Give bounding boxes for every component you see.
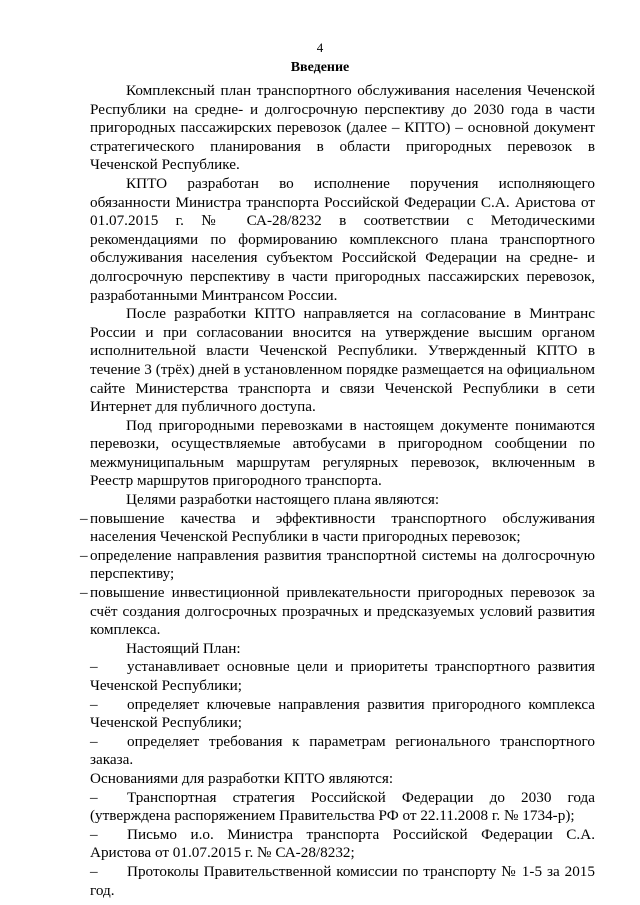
list-item-basis: [90, 826, 595, 863]
paragraph-plan-intro: Настоящий План:: [126, 639, 241, 657]
dash-marker: –: [90, 788, 98, 806]
list-item-text: определяет ключевые направления развития пригородного комплекса Чеченской Республики;: [90, 695, 595, 732]
list-item-basis: [90, 789, 595, 826]
list-item-text: повышение качества и эффективности транспортного обслуживания населения Чеченской Республики в части пригородных перевозок;: [90, 509, 595, 546]
list-item-plan: [90, 696, 595, 733]
dash-marker: –: [90, 825, 98, 843]
list-item-goal: [80, 546, 595, 584]
list-item-text: определение направления развития транспортной системы на долгосрочную перспективу;: [90, 546, 595, 583]
list-item-text: Письмо и.о. Министра транспорта Российской Федерации С.А. Аристова от 01.07.2015 г. № СА-28/8232;: [90, 825, 595, 862]
list-item-text: повышение инвестиционной привлекательности пригородных перевозок за счёт создания долгосрочных прозрачных и предсказуемых условий развития комплекса.: [90, 584, 595, 639]
list-item-text: Протоколы Правительственной комиссии по транспорту № 1-5 за 2015 год.: [90, 862, 595, 899]
dash-marker: –: [80, 546, 88, 564]
paragraph-intro: Комплексный план транспортного обслуживания населения Чеченской Республики на средне- и долгосрочную перспективу до 2030 года в части пригородных пассажирских перевозок (далее – КПТО) – основной документ стратегического планирования в области пригородных перевозок в Чеченской Республике.: [90, 82, 595, 174]
list-item-goal: [80, 509, 595, 547]
dash-marker: –: [90, 862, 98, 880]
list-item-plan: [90, 733, 595, 770]
dash-marker: –: [90, 732, 98, 750]
section-title: Введение: [290, 60, 350, 75]
list-item-text: определяет требования к параметрам регионального транспортного заказа.: [90, 732, 595, 769]
paragraph-approval: После разработки КПТО направляется на согласование в Минтранс России и при согласовании вносится на утверждение высшим органом исполнительной власти Чеченской Республики. Утвержденный КПТО в течение 3 (трёх) дней в установленном порядке размещается на официальном сайте Министерства транспорта и связи Чеченской Республики в сети Интернет для публичного доступа.: [90, 305, 595, 416]
paragraph-goals-intro: Целями разработки настоящего плана являются:: [126, 491, 440, 509]
list-item-goal: [80, 584, 595, 640]
list-item-text: устанавливает основные цели и приоритеты транспортного развития Чеченской Республики;: [90, 658, 595, 694]
paragraph-definition: Под пригородными перевозками в настоящем документе понимаются перевозки, осуществляемые автобусами в пригородном сообщении по межмуниципальным маршрутам регулярных перевозок, включенным в Реестр маршрутов пригородного транспорта.: [90, 416, 595, 490]
document-body: [80, 82, 595, 900]
paragraph-basis-order: КПТО разработан во исполнение поручения исполняющего обязанности Министра транспорта Российской Федерации С.А. Аристова от 01.07.2015 г. № СА-28/8232 в соответствии с Методическими рекомендациями по формированию комплексного плана транспортного обслуживания населения субъектом Российской Федерации на средне- и долгосрочную перспективу в части пригородных пассажирских перевозок, разработанными Минтрансом России.: [90, 174, 595, 304]
dash-marker: –: [80, 584, 88, 602]
dash-marker: –: [80, 509, 88, 527]
list-item-basis: [90, 863, 595, 900]
paragraph-basis-intro: Основаниями для разработки КПТО являются:: [90, 769, 394, 787]
list-item-plan: [90, 658, 595, 695]
list-item-text: Транспортная стратегия Российской Федерации до 2030 года (утверждена распоряжением Правительства РФ от 22.11.2008 г. № 1734-р);: [90, 788, 595, 825]
dash-marker: –: [90, 695, 98, 713]
dash-marker: –: [90, 658, 98, 676]
page-number: 4: [316, 40, 324, 55]
